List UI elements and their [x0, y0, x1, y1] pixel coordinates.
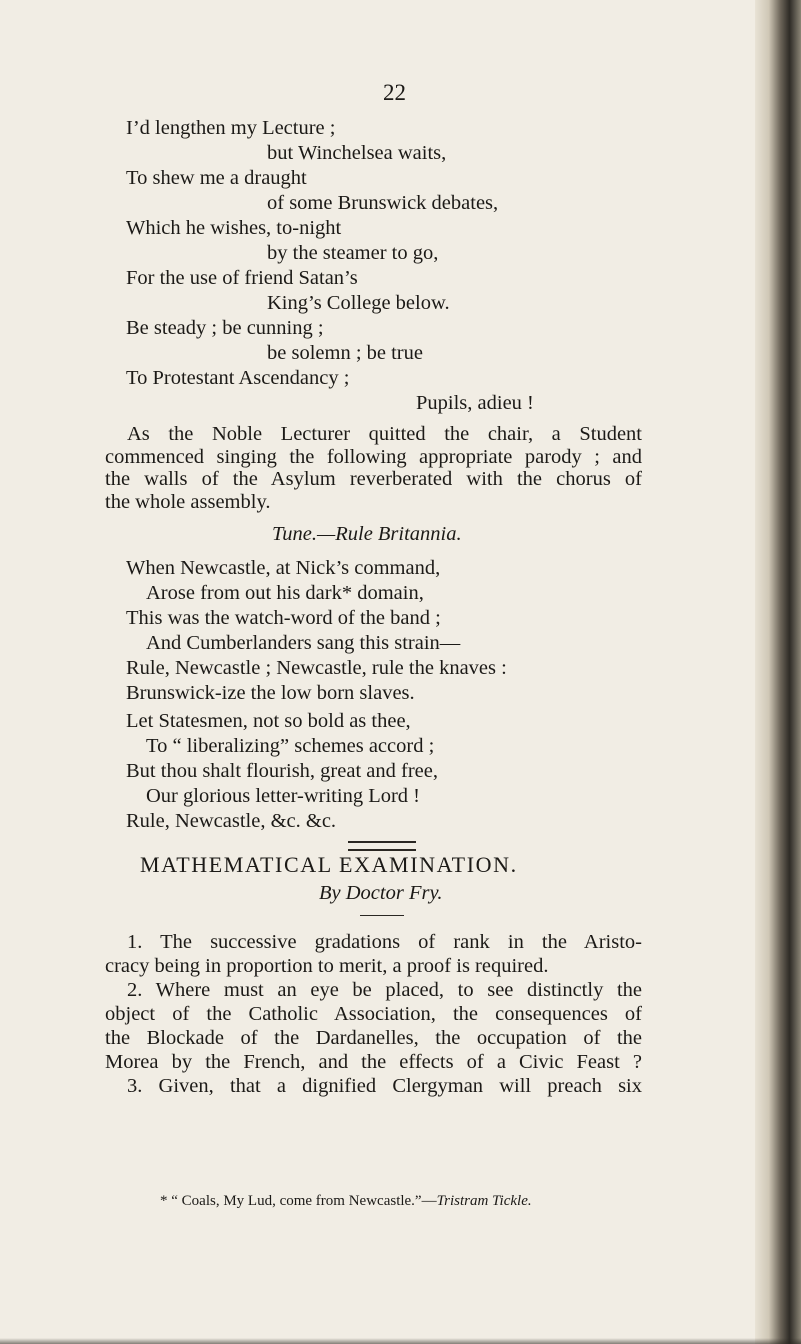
question-line: 3. Given, that a dignified Clergyman will preach six — [127, 1075, 642, 1097]
footnote-source: Tristram Tickle. — [436, 1193, 532, 1209]
song-line: When Newcastle, at Nick’s command, — [126, 557, 441, 579]
narrative-line: As the Noble Lecturer quitted the chair, a Student — [127, 423, 642, 445]
question-line: object of the Catholic Association, the consequences of — [105, 1003, 642, 1025]
song-stanza-2 — [0, 709, 801, 834]
song-line: But thou shalt flourish, great and free, — [126, 760, 438, 782]
song-line: And Cumberlanders sang this strain— — [146, 632, 461, 654]
narrative-line: the walls of the Asylum reverberated with the chorus of — [105, 468, 642, 490]
poem-line: be solemn ; be true — [267, 342, 423, 364]
song-line: To “ liberalizing” schemes accord ; — [146, 735, 435, 757]
byline-divider — [360, 915, 404, 916]
section-heading: MATHEMATICAL EXAMINATION. — [140, 852, 518, 877]
song-line: Our glorious letter-writing Lord ! — [146, 785, 420, 807]
page-number: 22 — [383, 80, 406, 105]
song-stanza-1 — [0, 556, 801, 706]
poem-line: To Protestant Ascendancy ; — [126, 367, 350, 389]
examination-questions — [105, 930, 642, 1098]
poem-line: of some Brunswick debates, — [267, 192, 499, 214]
poem-line: King’s College below. — [267, 292, 450, 314]
poem-line: Be steady ; be cunning ; — [126, 317, 324, 339]
poem-line: Which he wishes, to-night — [126, 217, 342, 239]
footnote-text: * “ Coals, My Lud, come from Newcastle.”— — [160, 1193, 437, 1209]
song-line: Rule, Newcastle, &c. &c. — [126, 810, 337, 832]
poem — [0, 116, 801, 416]
section-divider — [348, 841, 416, 851]
poem-line: For the use of friend Satan’s — [126, 267, 358, 289]
song-line: Let Statesmen, not so bold as thee, — [126, 710, 411, 732]
song-line: Arose from out his dark* domain, — [146, 582, 424, 604]
song-line: Rule, Newcastle ; Newcastle, rule the knaves : — [126, 657, 507, 679]
poem-line: by the steamer to go, — [267, 242, 439, 264]
tune-heading: Tune.—Rule Britannia. — [272, 523, 462, 545]
narrative-line: the whole assembly. — [105, 490, 271, 513]
page-bottom-edge — [0, 1338, 801, 1344]
question-line: the Blockade of the Dardanelles, the occupation of the — [105, 1027, 642, 1049]
poem-line: To shew me a draught — [126, 167, 307, 189]
poem-line: but Winchelsea waits, — [267, 142, 447, 164]
song-line: This was the watch-word of the band ; — [126, 607, 441, 629]
footnote — [160, 1193, 532, 1210]
question-line: 1. The successive gradations of rank in the Aristo- — [127, 931, 642, 953]
question-line: Morea by the French, and the effects of a Civic Feast ? — [105, 1051, 642, 1073]
narrative-paragraph — [105, 423, 642, 513]
byline: By Doctor Fry. — [319, 882, 443, 904]
narrative-line: commenced singing the following appropriate parody ; and — [105, 445, 642, 468]
question-line: 2. Where must an eye be placed, to see distinctly the — [127, 979, 642, 1001]
poem-line: I’d lengthen my Lecture ; — [126, 117, 336, 139]
song-line: Brunswick-ize the low born slaves. — [126, 682, 415, 704]
question-line: cracy being in proportion to merit, a proof is required. — [105, 955, 549, 977]
poem-line: Pupils, adieu ! — [416, 392, 534, 414]
